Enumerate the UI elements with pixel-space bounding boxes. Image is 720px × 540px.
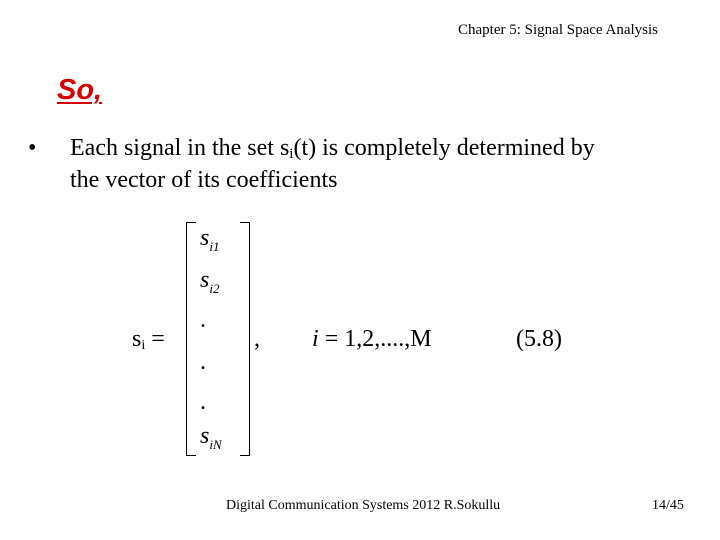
equation-lhs <box>132 324 165 354</box>
chapter-header: Chapter 5: Signal Space Analysis <box>458 22 658 38</box>
entry-symbol: . <box>200 389 206 415</box>
footer-text: Digital Communication Systems 2012 R.Sokullu <box>226 498 501 513</box>
page-number: 14/45 <box>652 498 684 513</box>
bullet-text-start: Each signal in the set s <box>70 135 290 161</box>
equation-comma: , <box>254 326 260 352</box>
slide-heading: So, <box>57 74 103 106</box>
vector-entry <box>200 224 219 252</box>
vector-entry <box>200 266 219 294</box>
vector-entry <box>200 306 206 334</box>
index-range: = 1,2,....,M <box>318 326 432 352</box>
entry-subscript: i2 <box>209 281 220 296</box>
entry-symbol: s <box>200 225 210 251</box>
entry-symbol: s <box>200 423 210 449</box>
entry-symbol: s <box>200 267 210 293</box>
lhs-subscript: i <box>141 338 146 353</box>
bullet-text-end: (t) is completely determined by the vector of its coefficients <box>70 135 595 193</box>
index-definition <box>312 324 432 354</box>
coefficient-vector <box>186 222 250 456</box>
entry-symbol: . <box>200 307 206 333</box>
entry-subscript: i1 <box>209 239 220 254</box>
entry-symbol: . <box>200 349 206 375</box>
right-bracket <box>240 222 250 456</box>
equation-number: (5.8) <box>516 326 562 352</box>
vector-entry <box>200 422 222 450</box>
vector-entry <box>200 348 206 376</box>
index-variable: i <box>312 326 319 352</box>
lhs-symbol: s <box>132 326 142 352</box>
equals-sign: = <box>151 326 165 352</box>
bullet-marker: • <box>28 135 37 161</box>
bullet-subscript: i <box>289 146 294 162</box>
entry-subscript: iN <box>209 437 222 452</box>
vector-entry <box>200 388 206 416</box>
left-bracket <box>186 222 196 456</box>
